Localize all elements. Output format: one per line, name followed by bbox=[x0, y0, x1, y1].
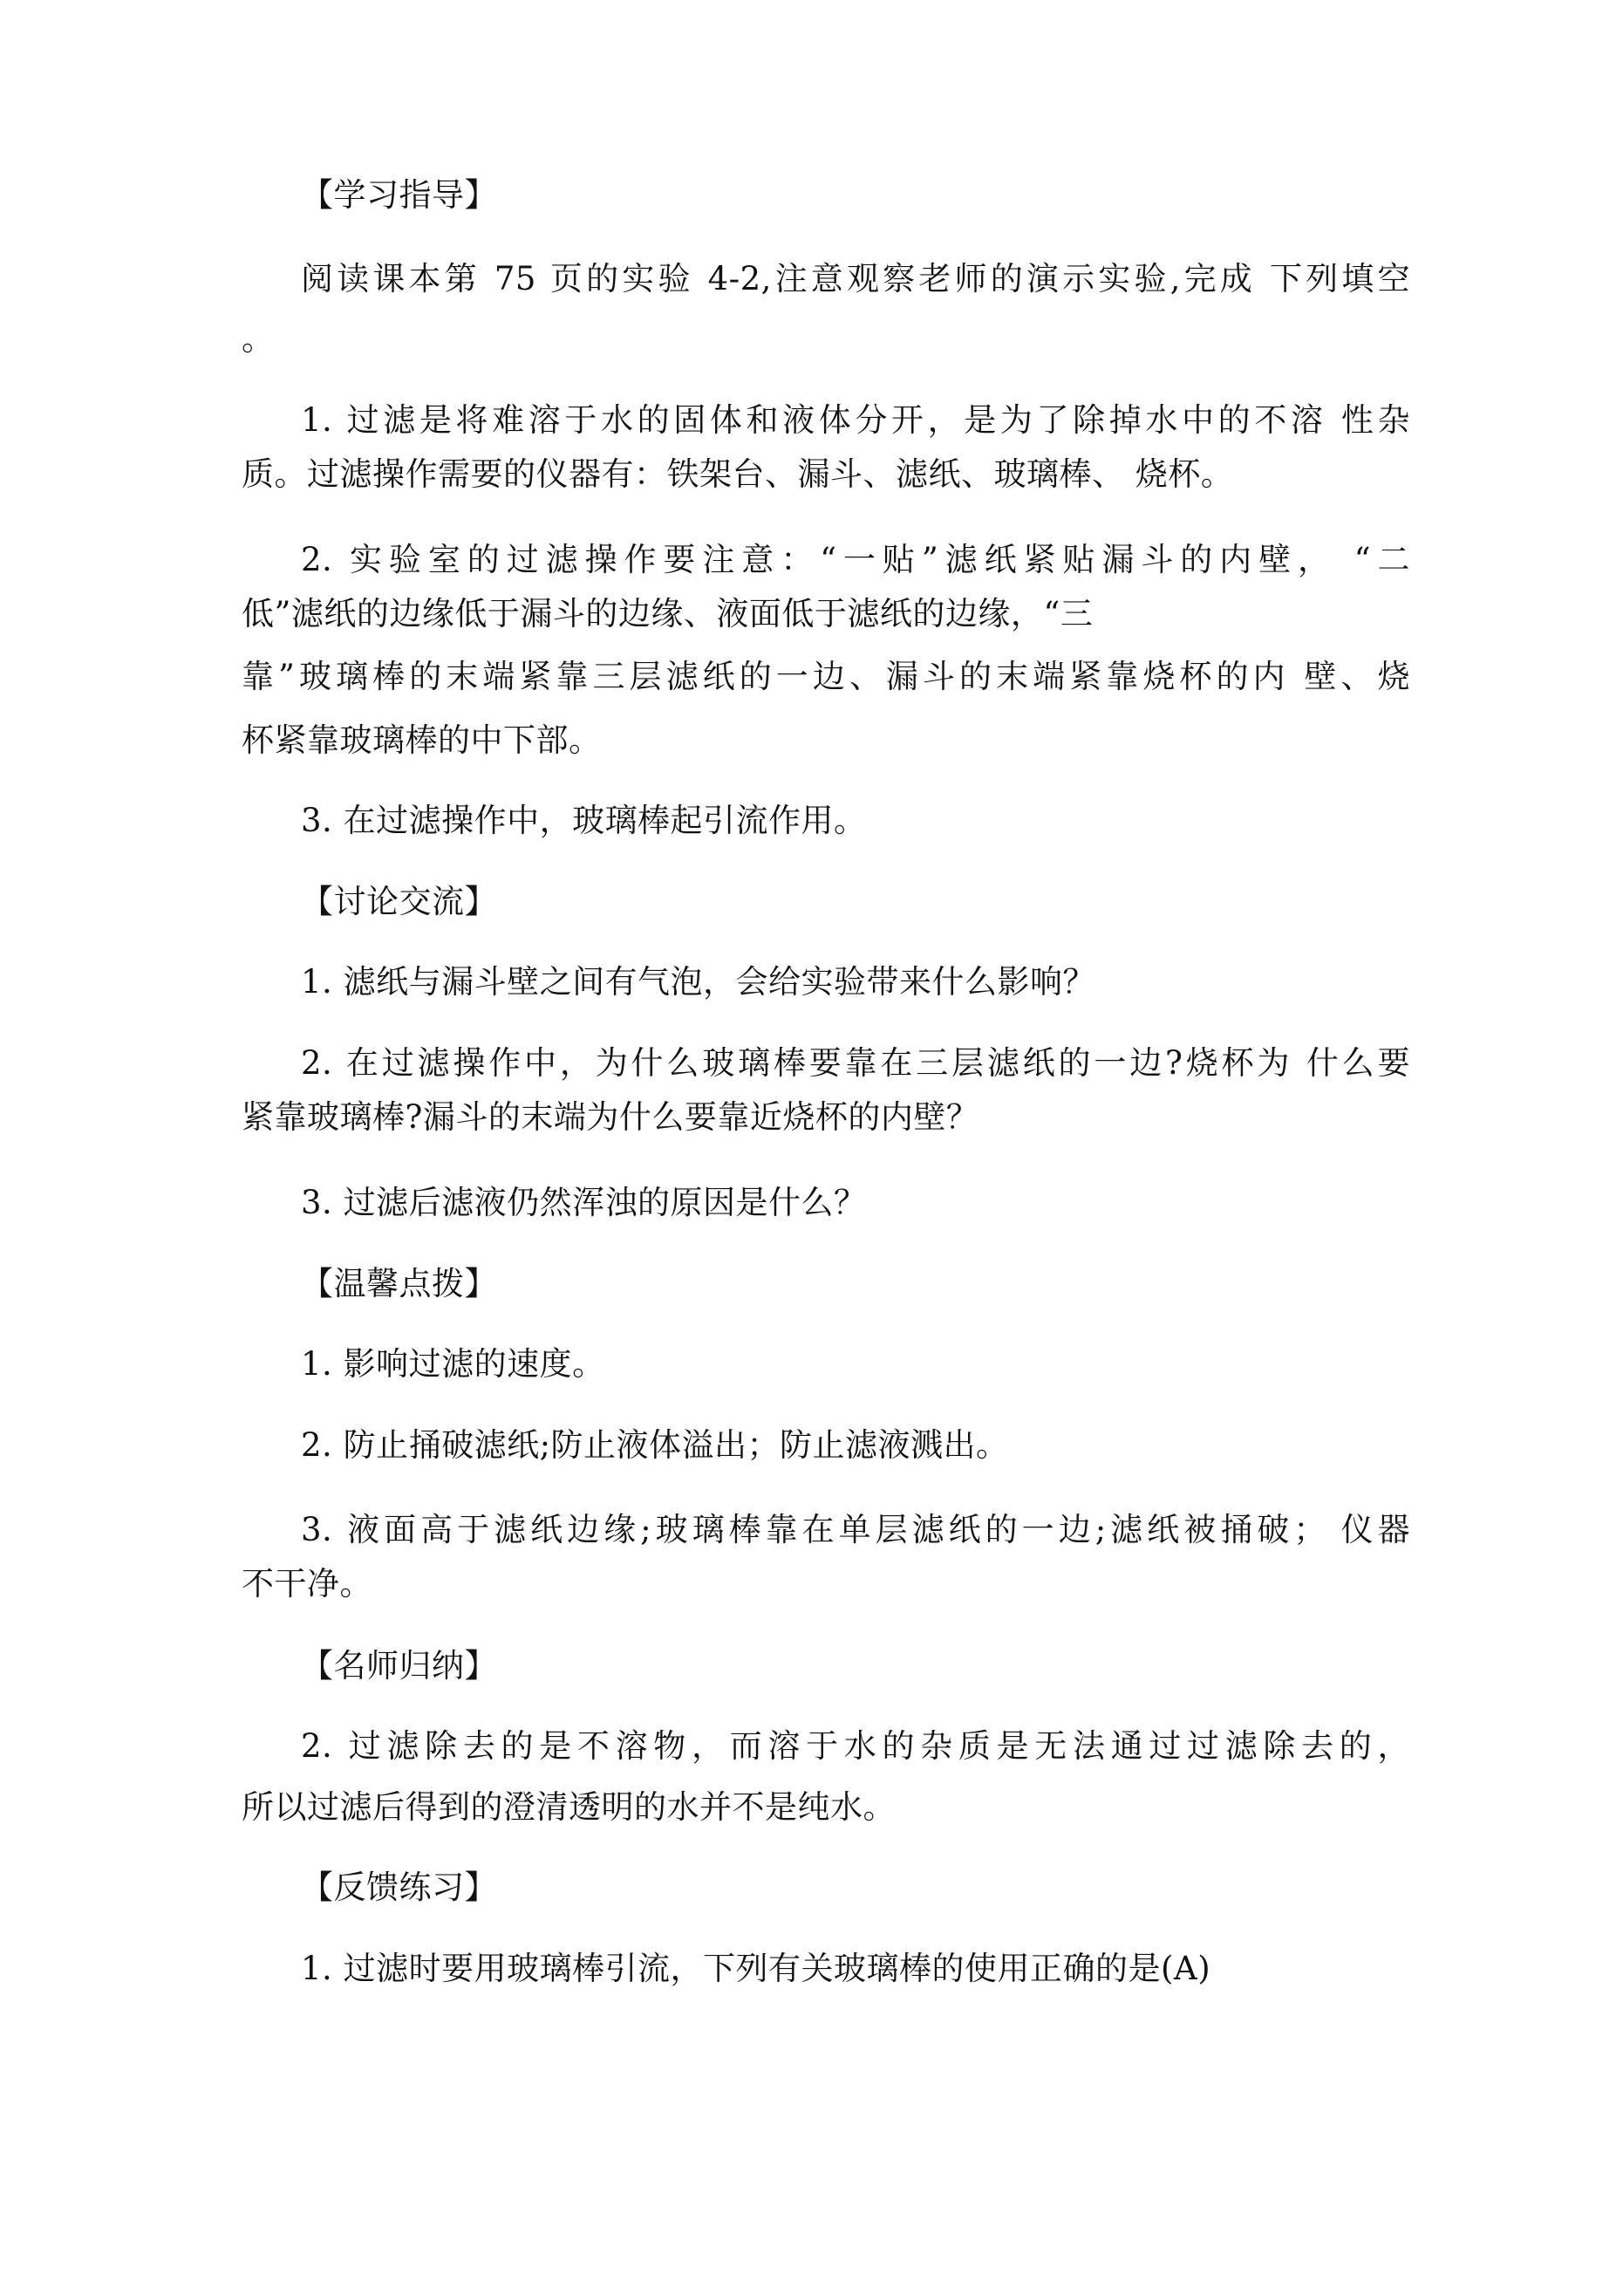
summary-line-2: 所以过滤后得到的澄清透明的水并不是纯水。 bbox=[242, 1788, 896, 1826]
heading-practice: 【反馈练习】 bbox=[301, 1869, 497, 1906]
discussion-question-2-line-1: 2. 在过滤操作中，为什么玻璃棒要靠在三层滤纸的一边?烧杯为 什么要 bbox=[301, 1044, 1410, 1082]
guide-intro-line-2: 。 bbox=[242, 320, 275, 358]
discussion-question-1: 1. 滤纸与漏斗壁之间有气泡，会给实验带来什么影响？ bbox=[301, 963, 1096, 1001]
guide-item-2-line-2: 低”滤纸的边缘低于漏斗的边缘、液面低于滤纸的边缘，“三 bbox=[242, 595, 1094, 632]
tips-answer-1: 1. 影响过滤的速度。 bbox=[301, 1345, 605, 1383]
heading-discussion: 【讨论交流】 bbox=[301, 883, 497, 920]
heading-study-guide: 【学习指导】 bbox=[301, 176, 497, 214]
guide-item-1-line-1: 1. 过滤是将难溶于水的固体和液体分开，是为了除掉水中的不溶 性杂 bbox=[301, 401, 1410, 439]
tips-answer-3-line-2: 不干净。 bbox=[242, 1565, 372, 1602]
guide-item-1-line-2: 质。过滤操作需要的仪器有：铁架台、漏斗、滤纸、玻璃棒、 烧杯。 bbox=[242, 455, 1234, 493]
summary-line-1: 2. 过滤除去的是不溶物，而溶于水的杂质是无法通过过滤除去的， bbox=[301, 1727, 1410, 1765]
heading-tips: 【温馨点拨】 bbox=[301, 1265, 497, 1302]
guide-intro-line-1: 阅读课本第 75 页的实验 4-2,注意观察老师的演示实验,完成 下列填空 bbox=[301, 260, 1410, 297]
guide-item-3: 3. 在过滤操作中，玻璃棒起引流作用。 bbox=[301, 802, 867, 839]
guide-item-2-line-4: 杯紧靠玻璃棒的中下部。 bbox=[242, 721, 602, 759]
discussion-question-2-line-2: 紧靠玻璃棒?漏斗的末端为什么要靠近烧杯的内壁？ bbox=[242, 1098, 979, 1136]
guide-item-2-line-1: 2. 实验室的过滤操作要注意：“一贴”滤纸紧贴漏斗的内壁， “二 bbox=[301, 541, 1410, 578]
tips-answer-2: 2. 防止捅破滤纸;防止液体溢出；防止滤液溅出。 bbox=[301, 1426, 1009, 1464]
heading-summary: 【名师归纳】 bbox=[301, 1647, 497, 1684]
tips-answer-3-line-1: 3. 液面高于滤纸边缘;玻璃棒靠在单层滤纸的一边;滤纸被捅破； 仪器 bbox=[301, 1511, 1410, 1548]
guide-item-2-line-3: 靠”玻璃棒的末端紧靠三层滤纸的一边、漏斗的末端紧靠烧杯的内 壁、烧 bbox=[242, 658, 1410, 695]
discussion-question-3: 3. 过滤后滤液仍然浑浊的原因是什么？ bbox=[301, 1184, 867, 1221]
practice-question-1: 1. 过滤时要用玻璃棒引流，下列有关玻璃棒的使用正确的是(A) bbox=[301, 1950, 1211, 1987]
